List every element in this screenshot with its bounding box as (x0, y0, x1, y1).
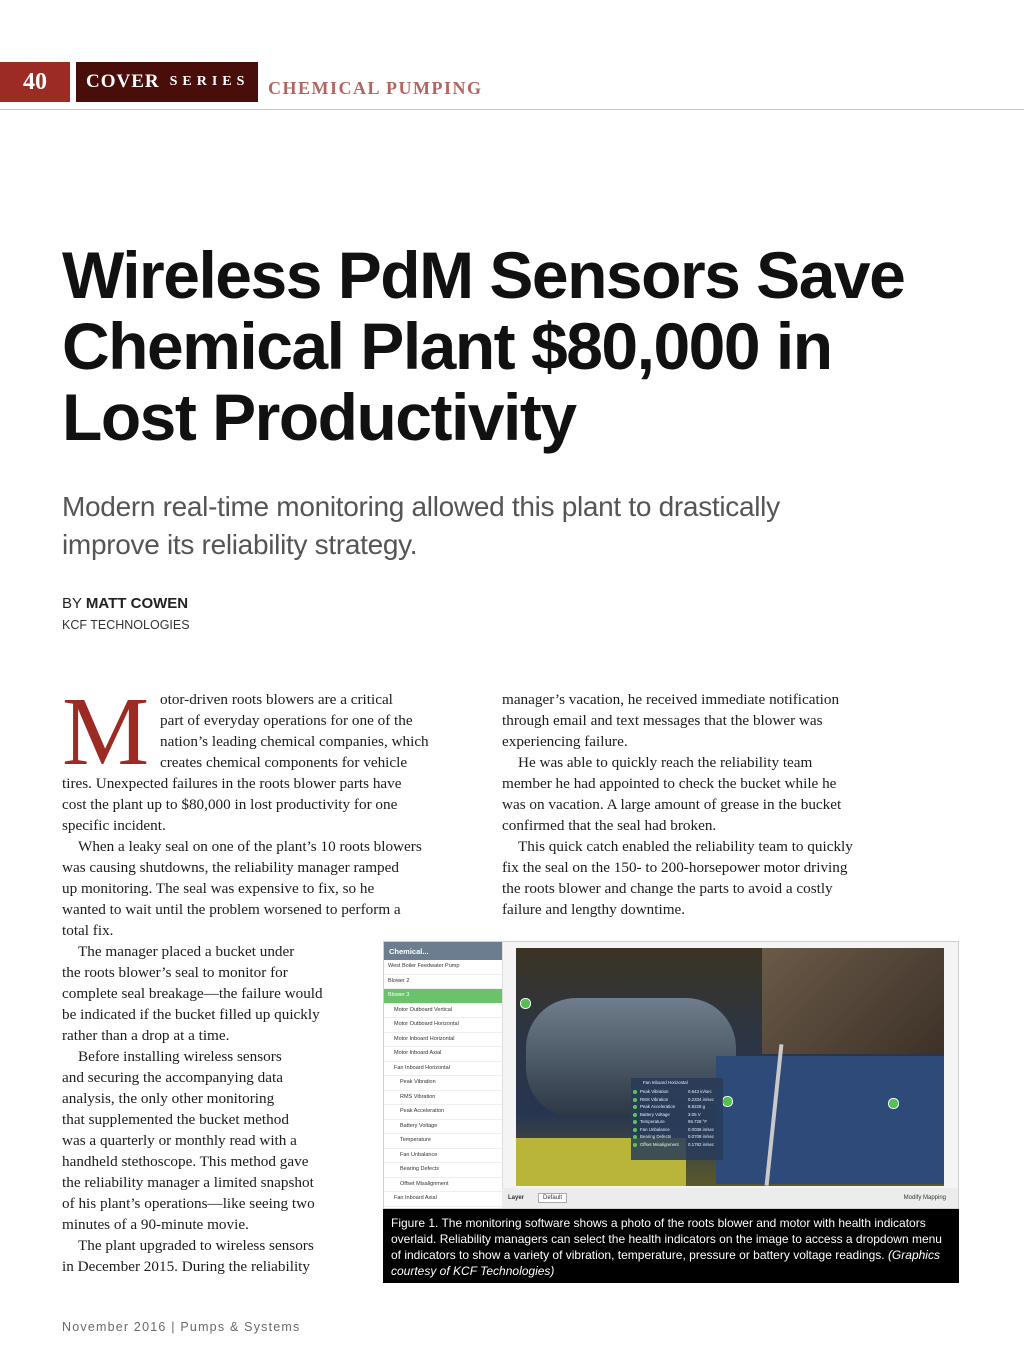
body-line: nation’s leading chemical companies, which (160, 733, 429, 750)
byline (62, 595, 188, 612)
body-line: experiencing failure. (502, 733, 628, 750)
series-word: SERIES (169, 74, 250, 89)
indicator-value: 96.728 °F (688, 1119, 708, 1124)
body-line: failure and lengthy downtime. (502, 901, 686, 918)
blower-photo (516, 948, 944, 1186)
section-header (0, 62, 1024, 102)
status-dot-icon (633, 1113, 637, 1117)
indicator-value: 3.05 V (688, 1111, 701, 1117)
asset-tree-item: Fan Unbalance (384, 1149, 502, 1164)
indicator-label: Fan Unbalance (640, 1126, 670, 1132)
column-2-body (502, 689, 922, 920)
health-indicator-dropdown (631, 1078, 723, 1160)
indicator-value: 0.0708 in/sec (688, 1134, 715, 1139)
photo-motor-guard (716, 1056, 944, 1184)
asset-tree-item: Battery Voltage (384, 1120, 502, 1135)
figure-caption (383, 1209, 959, 1283)
indicator-row (631, 1096, 723, 1104)
asset-tree-item: Blower 2 (384, 975, 502, 990)
indicator-value: 0.2334 in/sec (688, 1096, 715, 1102)
indicator-dropdown-title: Fan Inboard Horizontal (631, 1078, 723, 1088)
layer-toolbar (502, 1188, 958, 1208)
body-line: otor-driven roots blowers are a critical (160, 691, 393, 708)
body-line: creates chemical components for vehicle (160, 754, 408, 771)
asset-tree-item: Peak Acceleration (384, 1105, 502, 1120)
article-deck: Modern real-time monitoring allowed this plant to drastically improve its reliability strategy. (62, 491, 780, 560)
indicator-row (631, 1111, 723, 1119)
body-line: He was able to quickly reach the reliability team (518, 754, 813, 771)
status-dot-icon (633, 1143, 637, 1147)
health-indicator-pin (722, 1096, 733, 1107)
status-dot-icon (633, 1135, 637, 1139)
status-dot-icon (633, 1098, 637, 1102)
body-line: rather than a drop at a time. (62, 1027, 230, 1044)
footer-issue: November 2016 (62, 1320, 167, 1334)
body-line: confirmed that the seal had broken. (502, 817, 717, 834)
caption-text: Figure 1. The monitoring software shows a photo of the roots blower and motor with health indicators overlaid. Reliability managers can select the health indicators on the image to access a dropdown menu of indicators to show a variety of vibration, temperature, pressure or battery voltage readings. (391, 1216, 942, 1262)
asset-tree-item: Bearing Defects (384, 1163, 502, 1178)
body-line: analysis, the only other monitoring (62, 1090, 275, 1107)
header-rule (0, 109, 1024, 110)
asset-tree-item: Temperature (384, 1134, 502, 1149)
asset-tree-item: Motor Inboard Axial (384, 1047, 502, 1062)
title-line: Lost Productivity (62, 380, 576, 454)
indicator-row (631, 1126, 723, 1134)
status-dot-icon (633, 1128, 637, 1132)
title-line: Wireless PdM Sensors Save (62, 238, 905, 312)
indicator-row (631, 1141, 723, 1149)
indicator-rows (631, 1088, 723, 1148)
author-name: MATT COWEN (85, 595, 189, 612)
body-line: and securing the accompanying data (62, 1069, 283, 1086)
indicator-label: Offset Misalignment (640, 1141, 679, 1147)
byline-prefix: BY (62, 595, 82, 612)
column-1-body (62, 773, 472, 941)
health-indicator-pin (520, 998, 531, 1009)
health-indicator-pin (888, 1098, 899, 1109)
cover-word: COVER (86, 71, 160, 92)
asset-tree-item: Motor Inboard Horizontal (384, 1033, 502, 1048)
author-affiliation: KCF TECHNOLOGIES (62, 618, 190, 632)
body-line: the reliability manager a limited snapshot (62, 1174, 314, 1191)
indicator-value: 0.1782 in/sec (688, 1141, 715, 1147)
indicator-value: 8.8228 g (688, 1104, 706, 1109)
indicator-row (631, 1103, 723, 1111)
asset-tree-item: Peak Vibration (384, 1076, 502, 1091)
indicator-row (631, 1133, 723, 1141)
body-line: of his plant’s operations—like seeing two (62, 1195, 315, 1212)
body-line: handheld stethoscope. This method gave (62, 1153, 309, 1170)
indicator-value: 0.643 in/sec (688, 1089, 712, 1094)
indicator-label: Battery Voltage (640, 1111, 670, 1117)
body-line: The plant upgraded to wireless sensors (78, 1237, 314, 1254)
page-number: 40 (0, 62, 70, 102)
title-line: Chemical Plant $80,000 in (62, 309, 832, 383)
asset-tree-item: Fan Inboard Horizontal (384, 1062, 502, 1077)
body-line: manager’s vacation, he received immediate notification (502, 691, 840, 708)
body-line: member he had appointed to check the bucket while he (502, 775, 837, 792)
status-dot-icon (633, 1105, 637, 1109)
body-line: fix the seal on the 150- to 200-horsepower motor driving (502, 859, 848, 876)
asset-tree-item: Offset Misalignment (384, 1178, 502, 1193)
asset-tree-item: Motor Outboard Horizontal (384, 1018, 502, 1033)
body-line: tires. Unexpected failures in the roots blower parts have (62, 775, 402, 792)
asset-tree-title: Chemical... (384, 942, 502, 960)
footer-separator: | (171, 1320, 176, 1334)
column-1-narrow (62, 941, 374, 1277)
asset-tree-item: Motor Outboard Vertical (384, 1004, 502, 1019)
drop-cap: M (62, 678, 150, 786)
body-line: was causing shutdowns, the reliability manager ramped (62, 859, 399, 876)
section-name: CHEMICAL PUMPING (268, 78, 483, 98)
body-line: was a quarterly or monthly read with a (62, 1132, 297, 1149)
body-line: up monitoring. The seal was expensive to fix, so he (62, 880, 375, 897)
indicator-label: Temperature (640, 1119, 665, 1124)
indicator-row (631, 1118, 723, 1126)
body-line: When a leaky seal on one of the plant’s 10 roots blowers (78, 838, 422, 855)
asset-tree-panel (384, 942, 503, 1208)
layer-select: Default (538, 1193, 567, 1203)
indicator-value: 0.0036 in/sec (688, 1126, 715, 1132)
body-line: the roots blower’s seal to monitor for (62, 964, 288, 981)
body-line: the roots blower and change the parts to avoid a costly (502, 880, 833, 897)
column-1-dropcap-lines (160, 689, 470, 773)
body-line: specific incident. (62, 817, 166, 834)
modify-mapping-button: Modify Mapping (903, 1195, 946, 1201)
page-footer (62, 1320, 301, 1334)
body-line: was on vacation. A large amount of grease in the bucket (502, 796, 842, 813)
cover-series-label (76, 62, 258, 102)
indicator-label: Bearing Defects (640, 1134, 672, 1139)
body-line: be indicated if the bucket filled up quickly (62, 1006, 320, 1023)
layer-label: Layer (508, 1195, 525, 1201)
body-line: wanted to wait until the problem worsened to perform a (62, 901, 401, 918)
asset-tree-list (384, 960, 502, 1221)
indicator-row (631, 1088, 723, 1096)
photo-wall-panel (762, 948, 944, 1054)
body-line: that supplemented the bucket method (62, 1111, 289, 1128)
body-line: The manager placed a bucket under (78, 943, 295, 960)
figure-screenshot (383, 941, 959, 1209)
body-line: Before installing wireless sensors (78, 1048, 282, 1065)
indicator-label: RMS Vibration (640, 1096, 669, 1102)
body-line: part of everyday operations for one of the (160, 712, 413, 729)
footer-publication: Pumps & Systems (180, 1320, 301, 1334)
asset-tree-item: West Boiler Feedwater Pump (384, 960, 502, 975)
body-line: This quick catch enabled the reliability team to quickly (518, 838, 853, 855)
asset-tree-item: Blower 3 (384, 989, 502, 1004)
body-line: complete seal breakage—the failure would (62, 985, 323, 1002)
asset-tree-item: Fan Inboard Axial (384, 1192, 502, 1207)
body-line: total fix. (62, 922, 114, 939)
body-line: minutes of a 90-minute movie. (62, 1216, 249, 1233)
status-dot-icon (633, 1120, 637, 1124)
status-dot-icon (633, 1090, 637, 1094)
body-line: in December 2015. During the reliability (62, 1258, 310, 1275)
body-line: cost the plant up to $80,000 in lost productivity for one (62, 796, 398, 813)
asset-tree-item: RMS Vibration (384, 1091, 502, 1106)
article-title (62, 240, 942, 453)
body-line: through email and text messages that the blower was (502, 712, 823, 729)
caption-credit: (Graphics courtesy of KCF Technologies) (391, 1248, 940, 1278)
indicator-label: Peak Acceleration (640, 1104, 676, 1109)
indicator-label: Peak Vibration (640, 1089, 669, 1094)
